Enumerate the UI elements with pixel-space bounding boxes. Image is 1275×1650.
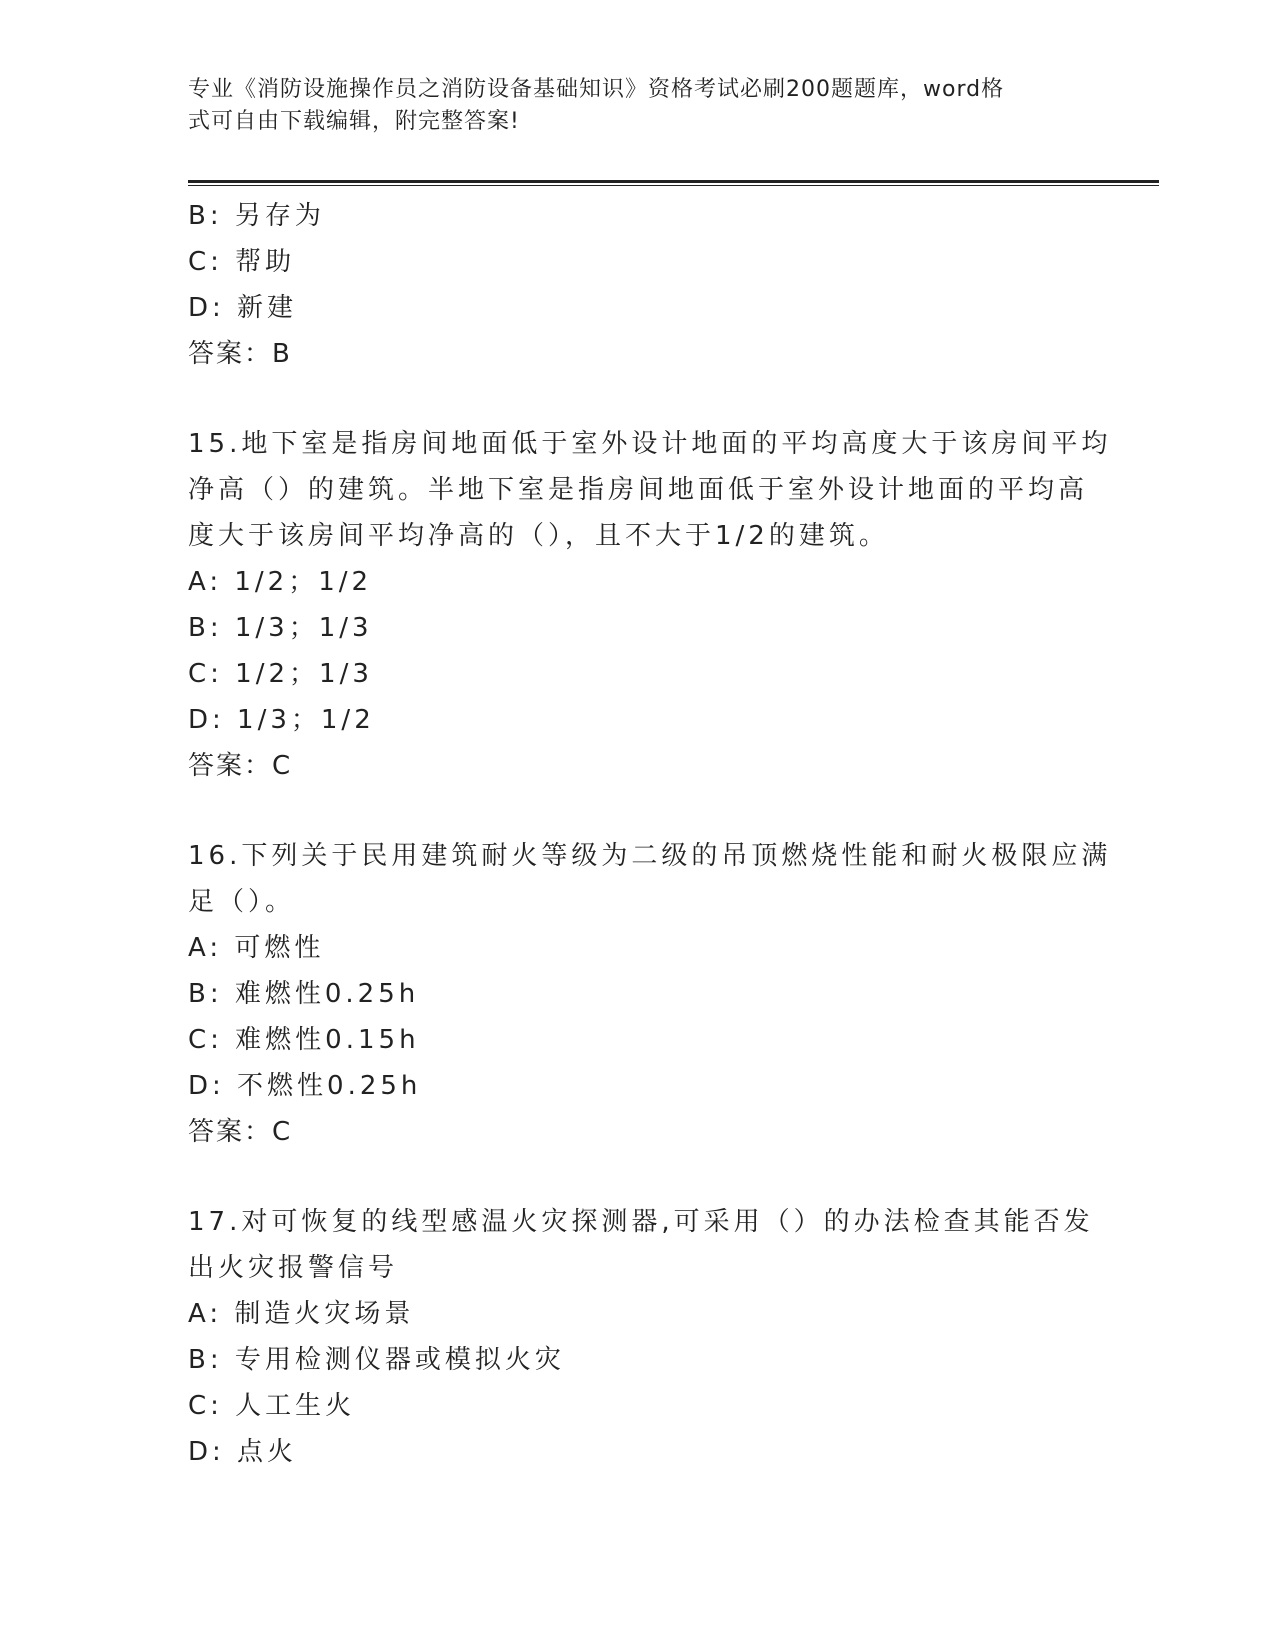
answer-line: 答案：C [188,1117,293,1147]
question-stem-line: 出火灾报警信号 [188,1253,399,1283]
header-line-2: 式可自由下载编辑，附完整答案! [188,109,520,134]
answer-line: 答案：C [188,751,293,781]
option-b: B: 另存为 [188,201,325,231]
question-stem-line: 17.对可恢复的线型感温火灾探测器,可采用（）的办法检查其能否发 [188,1207,1094,1237]
option-b: B: 专用检测仪器或模拟火灾 [188,1345,565,1375]
question-15 [188,421,1112,789]
option-d: D: 不燃性0.25h [188,1071,422,1101]
option-c: C: 帮助 [188,247,296,277]
question-stem-line: 度大于该房间平均净高的（），且不大于1/2的建筑。 [188,521,889,551]
option-d: D: 1/3；1/2 [188,705,375,735]
spacer [188,1155,1088,1199]
option-b: B: 难燃性0.25h [188,979,420,1009]
question-stem-line: 15.地下室是指房间地面低于室外设计地面的平均高度大于该房间平均 [188,429,1112,459]
question-list [188,193,1112,1475]
header-rule-thin [188,185,1159,186]
option-a: A: 1/2；1/2 [188,567,373,597]
spacer [188,377,1088,421]
option-c: C: 1/2；1/3 [188,659,373,689]
question-17 [188,1199,1094,1475]
option-d: D: 点火 [188,1437,298,1467]
option-c: C: 人工生火 [188,1391,356,1421]
option-a: A: 可燃性 [188,933,325,963]
option-c: C: 难燃性0.15h [188,1025,420,1055]
question-16 [188,833,1112,1155]
question-14-tail [188,193,1088,377]
header-line-1: 专业《消防设施操作员之消防设备基础知识》资格考试必刷200题题库，word格 [188,77,1005,102]
header-rule-thick [188,180,1159,183]
option-a: A: 制造火灾场景 [188,1299,415,1329]
option-d: D: 新建 [188,293,298,323]
answer-line: 答案：B [188,339,292,369]
question-stem-line: 足（）。 [188,887,296,917]
question-stem-line: 净高（）的建筑。半地下室是指房间地面低于室外设计地面的平均高 [188,475,1089,505]
document-header [188,74,1068,138]
spacer [188,789,1088,833]
question-stem-line: 16.下列关于民用建筑耐火等级为二级的吊顶燃烧性能和耐火极限应满 [188,841,1112,871]
option-b: B: 1/3；1/3 [188,613,373,643]
